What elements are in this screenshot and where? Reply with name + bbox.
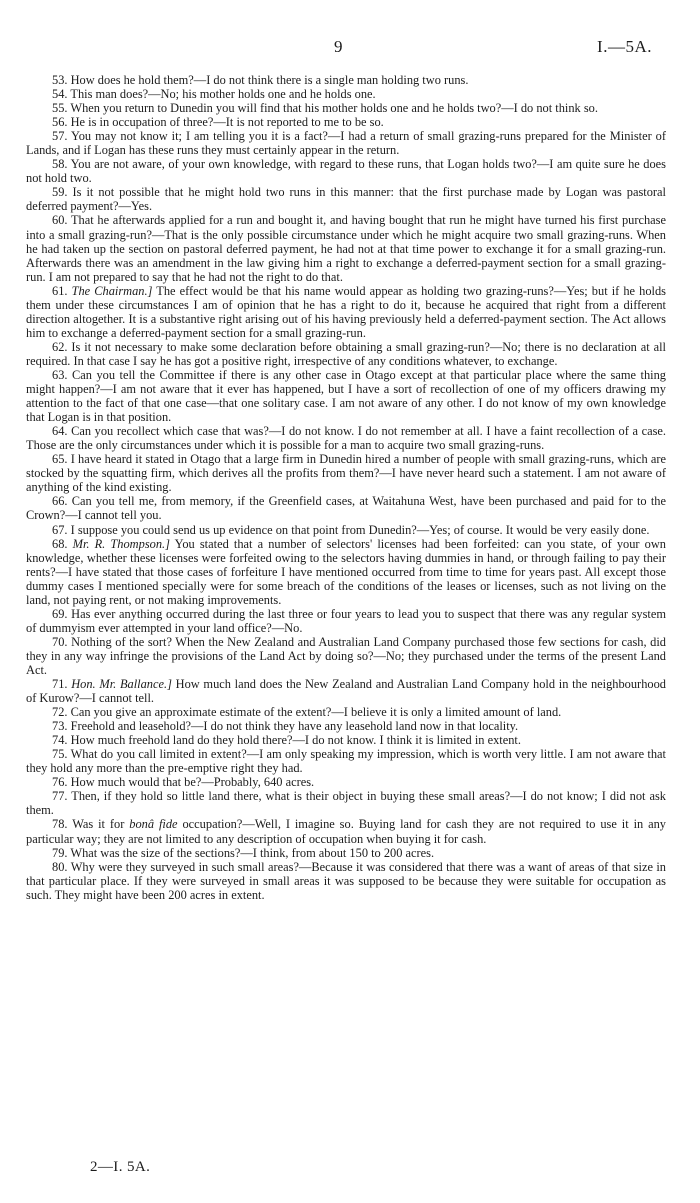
question-and-answer-text: Why were they surveyed in such small areas?—Because it was considered that there was a want of areas of that size in that particular place. If they were surveyed in small areas it was supposed to be because they were suitable for occupation as such. They might have been 200 acres in extent.: [26, 859, 667, 902]
question-number: 58.: [52, 157, 68, 172]
question-and-answer-text: Can you give an approximate estimate of the extent?—I believe it is only a limited amount of land.: [70, 705, 562, 720]
question-number: 54.: [52, 87, 68, 102]
question-and-answer-text: Freehold and leasehold?—I do not think they have any leasehold land now in that locality.: [70, 719, 519, 734]
question-number: 64.: [52, 424, 68, 439]
question-and-answer-text: I suppose you could send us up evidence on that point from Dunedin?—Yes; of course. It would be very easily done.: [70, 522, 650, 537]
question-and-answer-text: Can you tell the Committee if there is any other case in Otago except at that particular place where the same thing might happen?—I am not aware that it ever has happened, but I have a sort of recollection of one of my officers drawing my attention to the fact of that one case—that one solitary case. I am not aware of any other. I do not know of my own knowledge that Logan is in that position.: [26, 367, 666, 425]
question-and-answer-text: When you return to Dunedin you will find that his mother holds one and he holds two?—I do not think so.: [70, 101, 598, 116]
question-and-answer-text: What was the size of the sections?—I think, from about 150 to 200 acres.: [70, 845, 435, 860]
question-paragraph: [26, 677, 666, 705]
question-paragraph: [26, 775, 666, 789]
question-paragraph: [26, 494, 666, 522]
question-paragraph: [26, 368, 666, 424]
speaker-label: Mr. R. Thompson.]: [72, 536, 170, 551]
question-number: 55.: [52, 101, 68, 116]
question-and-answer-text: Then, if they hold so little land there, what is their object in buying these small areas?—I do not know; I did not ask them.: [26, 789, 666, 818]
document-reference: I.—5A.: [597, 37, 652, 56]
question-number: 66.: [52, 494, 68, 509]
question-and-answer-text: How much would that be?—Probably, 640 acres.: [70, 775, 315, 790]
question-paragraph: [26, 846, 666, 860]
question-number: 68.: [52, 536, 68, 551]
question-number: 59.: [52, 185, 68, 200]
document-body: [26, 73, 666, 902]
question-and-answer-text: occupation?—Well, I imagine so. Buying land for cash they are not required to use it in any particular way; they are not limited to any description of occupation when buying it for cash.: [26, 817, 667, 846]
question-and-answer-text: What do you call limited in extent?—I am only speaking my impression, which is worth very little. I am not aware that they hold any more than the pre-emptive right they had.: [26, 747, 666, 776]
question-number: 76.: [52, 775, 68, 790]
question-paragraph: [26, 213, 666, 283]
page-header: [0, 37, 700, 59]
question-number: 79.: [52, 845, 68, 860]
question-paragraph: [26, 157, 666, 185]
speaker-label: The Chairman.]: [71, 283, 153, 298]
question-and-answer-text: Can you recollect which case that was?—I do not know. I do not remember at all. I have a faint recollection of a case. Those are the only circumstances under which it is possible for a man to acquire two small grazing-runs.: [26, 424, 666, 453]
question-and-answer-text: Can you tell me, from memory, if the Greenfield cases, at Waitahuna West, have been purchased and paid for to the Crown?—I cannot tell you.: [26, 494, 666, 523]
question-number: 80.: [52, 859, 68, 874]
question-number: 61.: [52, 283, 68, 298]
question-and-answer-text: That he afterwards applied for a run and bought it, and having bought that run he might have turned his first purchase into a small grazing-run?—That is the only possible circumstance under which he might acquire two small grazing-runs. When he had taken up the section on pastoral deferred payment, he had not at that time power to exchange it for a small grazing-run. Afterwards there was an amendment in the law giving him a right to exchange a deferred-payment section for a small grazing-run. I am not prepared to say that he had not the right to do that.: [26, 213, 666, 284]
question-and-answer-text: This man does?—No; his mother holds one and he holds one.: [70, 87, 376, 102]
question-and-answer-text: Has ever anything occurred during the last three or four years to lead you to suspect that there was any regular system of dummyism ever attempted in your land office?—No.: [26, 606, 666, 635]
question-number: 73.: [52, 719, 68, 734]
question-paragraph: [26, 284, 666, 340]
question-paragraph: [26, 537, 666, 607]
question-and-answer-text: You are not aware, of your own knowledge, with regard to these runs, that Logan holds two?—I am quite sure he does not hold two.: [26, 157, 667, 186]
question-number: 57.: [52, 129, 68, 144]
question-and-answer-text: How does he hold them?—I do not think there is a single man holding two runs.: [70, 73, 469, 87]
question-paragraph: [26, 747, 666, 775]
question-paragraph: [26, 73, 666, 87]
question-number: 67.: [52, 522, 68, 537]
question-paragraph: [26, 733, 666, 747]
question-number: 71.: [52, 677, 68, 692]
question-paragraph: [26, 635, 666, 677]
question-paragraph: [26, 87, 666, 101]
question-number: 70.: [52, 634, 68, 649]
question-number: 75.: [52, 747, 68, 762]
question-and-answer-text: Is it not possible that he might hold two runs in this manner: that the first purchase made by Logan was pastoral deferred payment?—Yes.: [26, 185, 666, 214]
question-text-lead: Was it for: [72, 817, 125, 832]
speaker-label: Hon. Mr. Ballance.]: [71, 677, 172, 692]
question-and-answer-text: The effect would be that his name would appear as holding two grazing-runs?—Yes; but if he holds them under these circumstances I am of opinion that he has a right to do it, because he acquired that right from a different direction altogether. It is a substantive right arising out of his having previously held a deferred-payment section. The Act allows him to exchange a deferred-payment section for a small grazing-run.: [26, 283, 666, 340]
question-paragraph: [26, 607, 666, 635]
question-and-answer-text: How much land does the New Zealand and Australian Land Company hold in the neighbourhood of Kurow?—I cannot tell.: [26, 677, 666, 706]
question-paragraph: [26, 523, 666, 537]
question-paragraph: [26, 101, 666, 115]
question-number: 56.: [52, 115, 68, 130]
question-paragraph: [26, 719, 666, 733]
question-number: 53.: [52, 73, 68, 87]
italic-phrase: bonâ fide: [129, 817, 178, 832]
question-paragraph: [26, 340, 666, 368]
question-number: 74.: [52, 733, 68, 748]
question-number: 69.: [52, 606, 68, 621]
question-and-answer-text: I have heard it stated in Otago that a large firm in Dunedin hired a number of people with small grazing-runs, which are stocked by the squatting firm, which derives all the profits from them?—I have never heard such a statement. I am not aware of anything of the kind existing.: [26, 452, 666, 495]
question-number: 78.: [52, 817, 68, 832]
question-number: 72.: [52, 705, 68, 720]
question-paragraph: [26, 129, 666, 157]
question-and-answer-text: You may not know it; I am telling you it is a fact?—I had a return of small grazing-runs prepared for the Minister of Lands, and if Logan has these runs they must certainly appear in the return.: [26, 129, 667, 158]
question-and-answer-text: You stated that a number of selectors' licenses had been forfeited: can you state, of your own knowledge, whether these licenses were forfeited owing to the selectors having dummies in hand, or through failing to pay their rents?—I have stated that those cases of forfeiture I have mentioned occurred from time to time for years past. All except those dummy cases I mentioned specially were for some breach of the conditions of the leases or licenses, such as not living on the land, not paying rent, or not making improvements.: [26, 536, 666, 607]
question-number: 60.: [52, 213, 68, 228]
page-number: 9: [334, 37, 343, 56]
question-paragraph: [26, 860, 666, 902]
question-paragraph: [26, 817, 666, 845]
question-and-answer-text: He is in occupation of three?—It is not reported to me to be so.: [70, 115, 384, 130]
question-number: 77.: [52, 789, 68, 804]
question-and-answer-text: Is it not necessary to make some declaration before obtaining a small grazing-run?—No; there is no declaration at all required. In that case I say he has got a positive right, irrespective of any conditions whatever, to exchange.: [26, 339, 666, 368]
question-and-answer-text: Nothing of the sort? When the New Zealand and Australian Land Company purchased those few sections for cash, did they in any way infringe the provisions of the Land Act by doing so?—No; they purchased under the terms of the present Land Act.: [26, 634, 666, 677]
question-number: 65.: [52, 452, 68, 467]
question-paragraph: [26, 185, 666, 213]
question-paragraph: [26, 789, 666, 817]
question-paragraph: [26, 705, 666, 719]
question-number: 63.: [52, 367, 68, 382]
question-and-answer-text: How much freehold land do they hold there?—I do not know. I think it is limited in extent.: [70, 733, 521, 748]
question-paragraph: [26, 452, 666, 494]
question-paragraph: [26, 115, 666, 129]
question-number: 62.: [52, 339, 68, 354]
question-paragraph: [26, 424, 666, 452]
sheet-signature: 2—I. 5A.: [90, 1159, 151, 1175]
